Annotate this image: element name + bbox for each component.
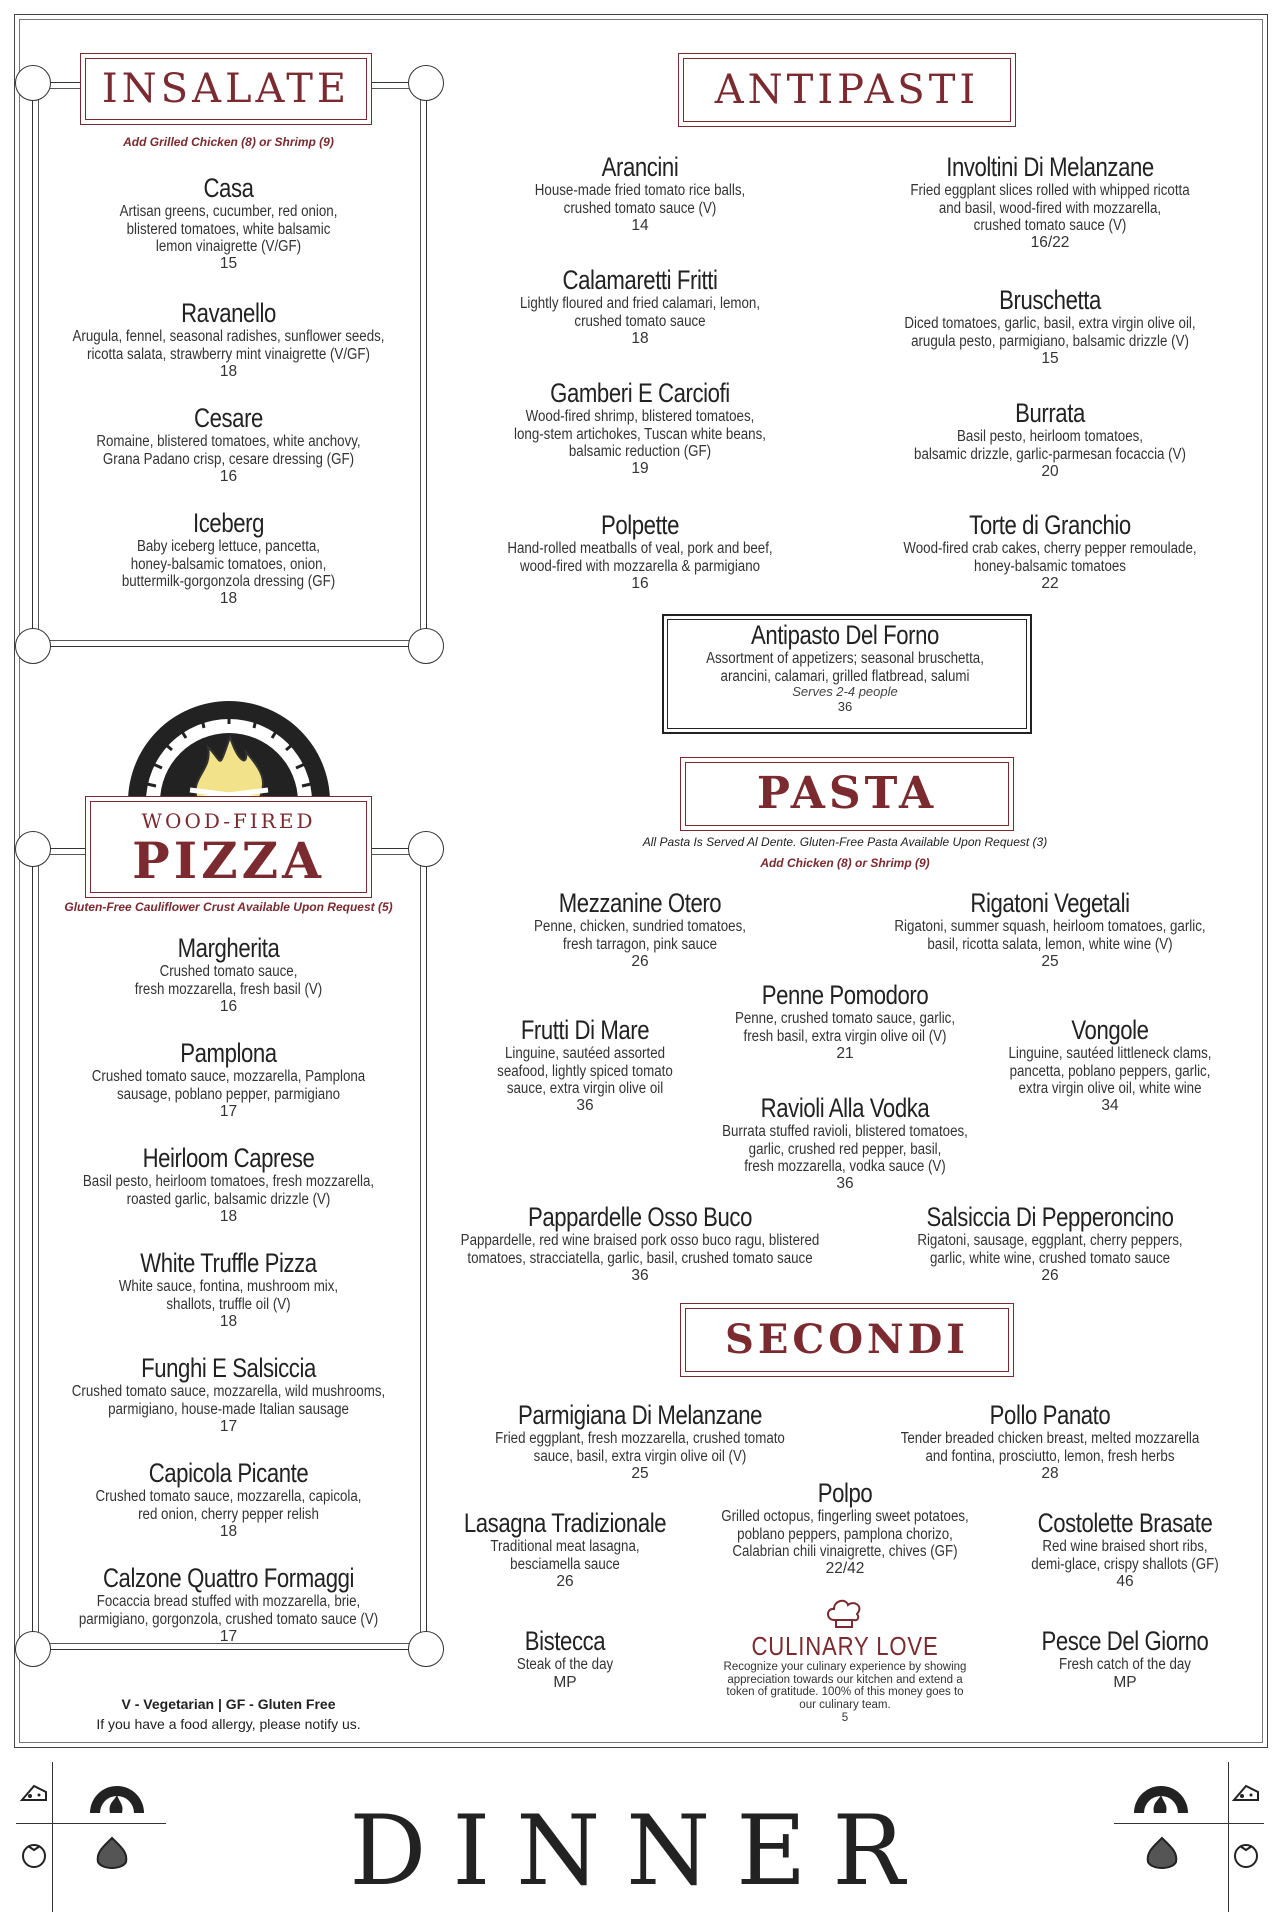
antipasti-item-gamberi: Gamberi E Carciofi Wood-fired shrimp, blistered tomatoes, long-stem artichokes, Tuscan white beans, balsamic reduction (GF) 19 [514, 378, 766, 478]
oven-icon [1132, 1775, 1190, 1813]
secondi-item-polpo: Polpo Grilled octopus, fingerling sweet potatoes, poblano peppers, pamplona chorizo, Calabrian chili vinaigrette, chives (GF) 22/42 [721, 1478, 969, 1578]
pizza-item-heirloom-caprese: Heirloom Caprese Basil pesto, heirloom tomatoes, fresh mozzarella, roasted garlic, balsamic drizzle (V) 18 [82, 1143, 375, 1225]
pizza-item-calzone: Calzone Quattro Formaggi Focaccia bread stuffed with mozzarella, brie, parmigiano, gorgonzola, crushed tomato sauce (V) 17 [78, 1563, 379, 1645]
tomato-icon [20, 1840, 48, 1868]
antipasti-item-arancini: Arancini House-made fried tomato rice balls, crushed tomato sauce (V) 14 [534, 152, 746, 234]
pasta-heading: PASTA [680, 757, 1014, 831]
pizza-item-margherita: Margherita Crushed tomato sauce, fresh mozzarella, fresh basil (V) 16 [134, 933, 323, 1015]
culinary-love-title: CULINARY LOVE [751, 1631, 939, 1661]
secondi-item-parmigiana: Parmigiana Di Melanzane Fried eggplant, fresh mozzarella, crushed tomato sauce, basil, extra virgin olive oil (V) 25 [495, 1400, 785, 1482]
oven-icon [88, 1775, 146, 1813]
antipasti-item-polpette: Polpette Hand-rolled meatballs of veal, pork and beef, wood-fired with mozzarella & parmigiano 16 [507, 510, 773, 592]
insalate-item-ravanello: Ravanello Arugula, fennel, seasonal radishes, sunflower seeds, ricotta salata, strawberry mint vinaigrette (V/GF) 18 [72, 298, 385, 380]
insalate-item-casa: Casa Artisan greens, cucumber, red onion, blistered tomatoes, white balsamic lemon vinaigrette (V/GF) 15 [119, 173, 338, 273]
pizza-item-pamplona: Pamplona Crushed tomato sauce, mozzarella, Pamplona sausage, poblano pepper, parmigiano 17 [91, 1038, 366, 1120]
antipasti-item-torte-granchio: Torte di Granchio Wood-fired crab cakes, cherry pepper remoulade, honey-balsamic tomatoes 22 [903, 510, 1197, 592]
allergy-notice: If you have a food allergy, please notify us. [96, 1716, 361, 1732]
insalate-note: Add Grilled Chicken (8) or Shrimp (9) [123, 135, 334, 149]
garlic-icon [1142, 1836, 1182, 1872]
secondi-item-pollo-panato: Pollo Panato Tender breaded chicken breast, melted mozzarella and fontina, prosciutto, lemon, fresh herbs 28 [900, 1400, 1200, 1482]
pasta-item-vongole: Vongole Linguine, sautéed littleneck clams, pancetta, poblano peppers, garlic, extra virgin olive oil, white wine 34 [1008, 1015, 1212, 1115]
pasta-item-ravioli-vodka: Ravioli Alla Vodka Burrata stuffed ravioli, blistered tomatoes, garlic, crushed red pepper, basil, fresh mozzarella, vodka sauce (V) 36 [722, 1093, 968, 1193]
antipasti-item-burrata: Burrata Basil pesto, heirloom tomatoes, balsamic drizzle, garlic-parmesan focaccia (V) 20 [914, 398, 1186, 480]
secondi-heading: SECONDI [680, 1303, 1014, 1377]
legend-abbreviations: V - Vegetarian | GF - Gluten Free [121, 1696, 336, 1712]
pasta-item-penne-pomodoro: Penne Pomodoro Penne, crushed tomato sauce, garlic, fresh basil, extra virgin olive oil (V) 21 [734, 980, 956, 1062]
secondi-item-lasagna: Lasagna Tradizionale Traditional meat lasagna, besciamella sauce 26 [463, 1508, 667, 1590]
pasta-item-pappardelle: Pappardelle Osso Buco Pappardelle, red wine braised pork osso buco ragu, blistered tomatoes, stracciatella, garlic, basil, crushed tomato sauce 36 [460, 1202, 820, 1284]
left-divider-h [16, 1823, 166, 1824]
garlic-icon [92, 1836, 132, 1872]
pasta-item-frutti-di-mare: Frutti Di Mare Linguine, sautéed assorted seafood, lightly spiced tomato sauce, extra virgin olive oil 36 [497, 1015, 673, 1115]
dinner-title: DINNER [349, 1795, 931, 1907]
antipasti-heading: ANTIPASTI [678, 53, 1016, 127]
right-divider-h [1114, 1823, 1264, 1824]
pasta-note: All Pasta Is Served Al Dente. Gluten-Free Pasta Available Upon Request (3) [642, 835, 1048, 849]
insalate-item-iceberg: Iceberg Baby iceberg lettuce, pancetta, honey-balsamic tomatoes, onion, buttermilk-gorgonzola dressing (GF) 18 [121, 508, 336, 608]
pizza-item-funghi-salsiccia: Funghi E Salsiccia Crushed tomato sauce, mozzarella, wild mushrooms, parmigiano, house-made Italian sausage 17 [71, 1353, 386, 1435]
pasta-add-note: Add Chicken (8) or Shrimp (9) [760, 856, 930, 870]
culinary-love-desc: Recognize your culinary experience by showing appreciation towards our kitchen and extend a token of gratitude. 100% of this money goes to our culinary team. [723, 1661, 967, 1712]
pizza-item-white-truffle: White Truffle Pizza White sauce, fontina, mushroom mix, shallots, truffle oil (V) 18 [118, 1248, 339, 1330]
culinary-love-price: 5 [841, 1711, 849, 1724]
dietary-legend [32, 1696, 425, 1732]
pasta-item-mezzanine: Mezzanine Otero Penne, chicken, sundried tomatoes, fresh tarragon, pink sauce 26 [534, 888, 746, 970]
right-divider-v [1228, 1762, 1229, 1912]
secondi-item-bistecca: Bistecca Steak of the day MP [516, 1626, 614, 1691]
antipasti-item-calamaretti: Calamaretti Fritti Lightly floured and fried calamari, lemon, crushed tomato sauce 18 [519, 265, 761, 347]
culinary-love-section [705, 1632, 985, 1725]
chef-hat-icon [824, 1598, 864, 1630]
secondi-item-pesce: Pesce Del Giorno Fresh catch of the day MP [1041, 1626, 1209, 1691]
antipasti-item-involtini: Involtini Di Melanzane Fried eggplant slices rolled with whipped ricotta and basil, wood-fired with mozzarella, crushed tomato sauce (V) 16/22 [910, 152, 1190, 252]
cheese-icon [20, 1780, 48, 1808]
insalate-heading: INSALATE [80, 53, 372, 125]
insalate-item-cesare: Cesare Romaine, blistered tomatoes, white anchovy, Grana Padano crisp, cesare dressing (GF) 16 [96, 403, 361, 485]
left-divider-v [52, 1762, 53, 1912]
pizza-item-capicola-picante: Capicola Picante Crushed tomato sauce, mozzarella, capicola, red onion, cherry pepper relish 18 [95, 1458, 362, 1540]
tomato-icon [1232, 1840, 1260, 1868]
wood-oven-illustration [118, 682, 340, 802]
antipasti-item-bruschetta: Bruschetta Diced tomatoes, garlic, basil, extra virgin olive oil, arugula pesto, parmigiano, balsamic drizzle (V) 15 [904, 285, 1196, 367]
secondi-item-costolette: Costolette Brasate Red wine braised short ribs, demi-glace, crispy shallots (GF) 46 [1031, 1508, 1219, 1590]
pizza-heading: WOOD-FIRED PIZZA [85, 796, 372, 898]
pasta-item-salsiccia: Salsiccia Di Pepperoncino Rigatoni, sausage, eggplant, cherry peppers, garlic, white wine, crushed tomato sauce 26 [917, 1202, 1183, 1284]
pasta-item-rigatoni-vegetali: Rigatoni Vegetali Rigatoni, summer squash, heirloom tomatoes, garlic, basil, ricotta salata, lemon, white wine (V) 25 [894, 888, 1206, 970]
pizza-note: Gluten-Free Cauliflower Crust Available Upon Request (5) [64, 900, 393, 914]
cheese-icon [1232, 1780, 1260, 1808]
antipasti-feature-item: Antipasto Del Forno Assortment of appetizers; seasonal bruschetta, arancini, calamari, grilled flatbread, salumi Serves 2-4 people 36 [706, 620, 984, 714]
